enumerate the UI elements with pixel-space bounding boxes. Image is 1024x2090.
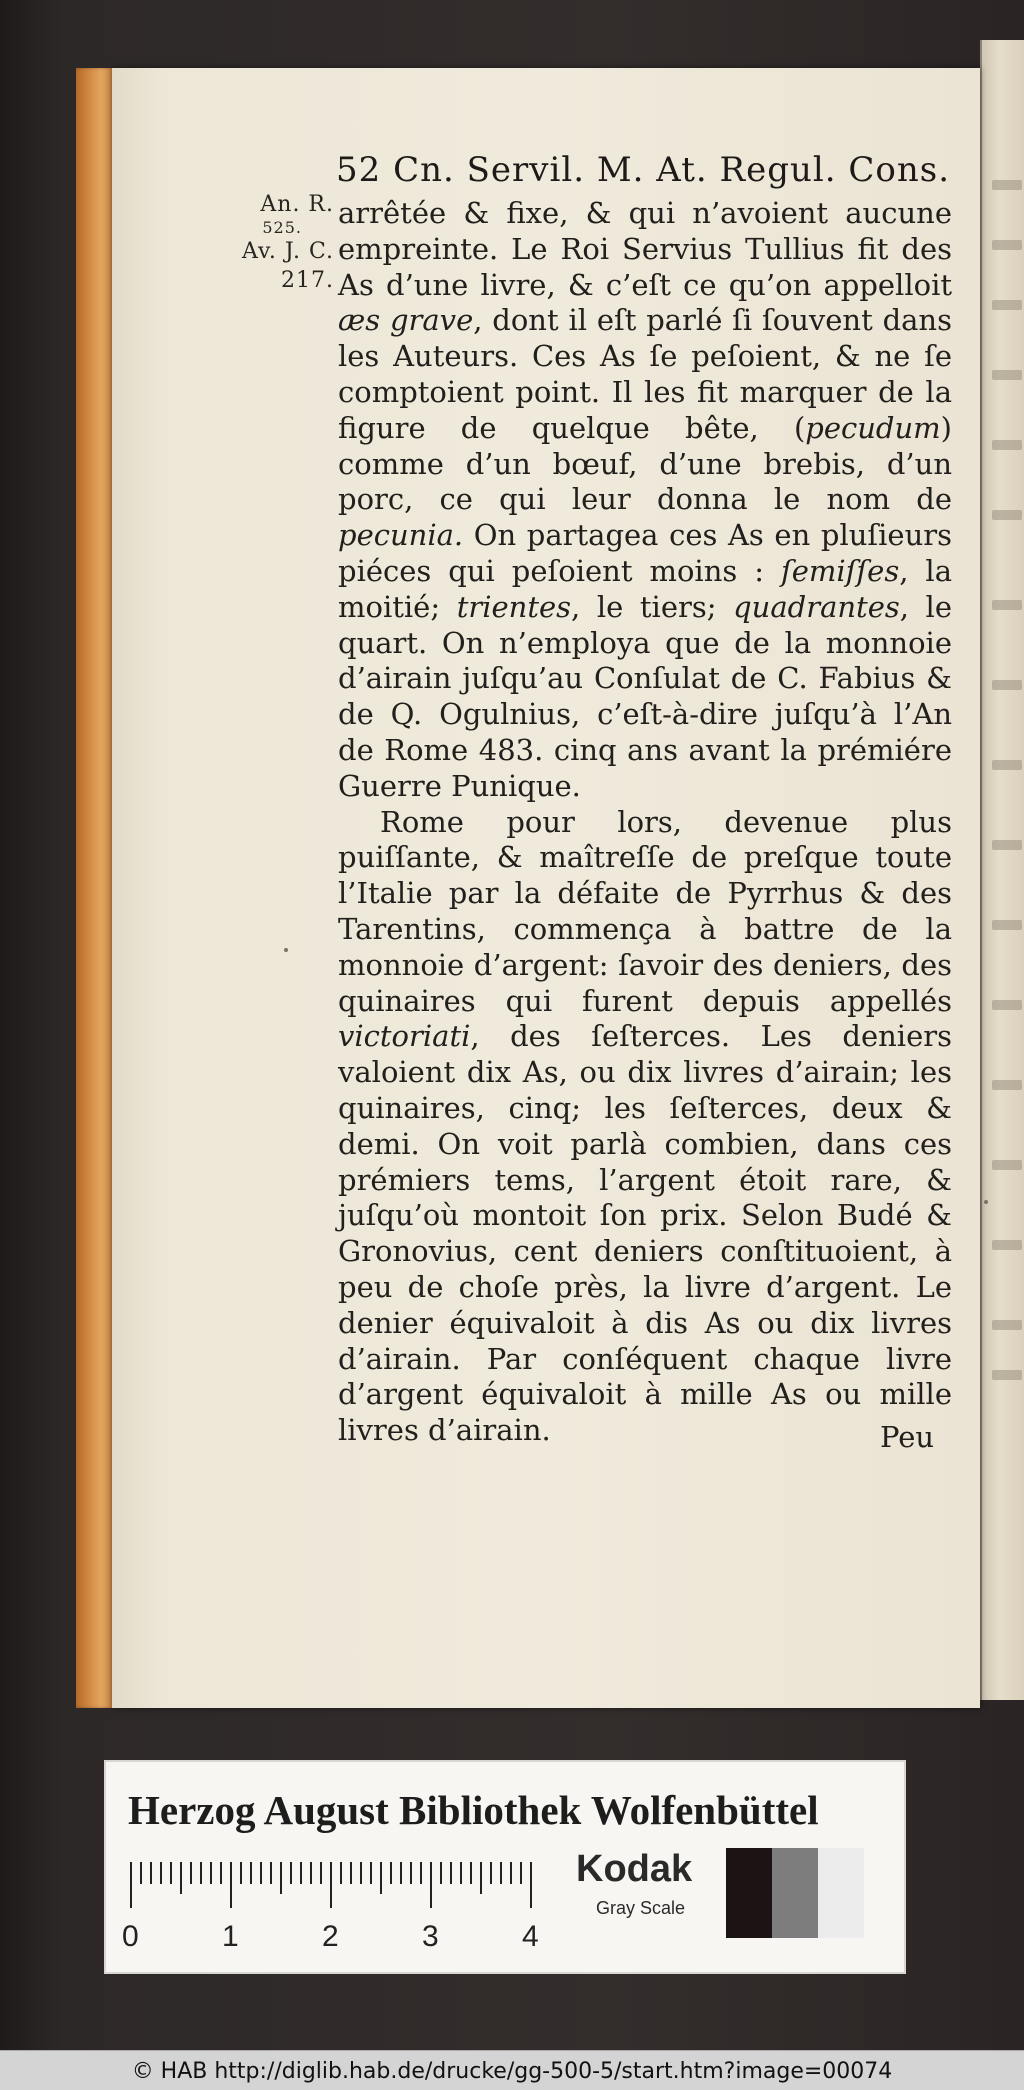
paragraph	[338, 805, 952, 1449]
text-run: , le quart. On n’employa que de la monnoie d’airain juſqu’au Conſulat de C. Fabius & de Q. Ogulnius, c’eſt-à-dire juſqu’à l’An de Rome 483. cinq ans avant la prémiére Guerre Punique.	[338, 589, 952, 803]
library-title: Herzog August Bibliothek Wolfenbüttel	[128, 1787, 819, 1833]
footer-credit: © HAB http://diglib.hab.de/drucke/gg-500-5/start.htm?image=00074	[131, 2059, 893, 2084]
text-run: , des ſeſterces. Les deniers valoient dix As, ou dix livres d’airain; les quinaires, cinq; les ſeſterces, deux & demi. On voit parlà combien, dans ces prémiers tems, l’argent étoit rare, & juſqu’où montoit ſon prix. Selon Budé & Gronovius, cent deniers conſtituoient, à peu de choſe près, la livre d’argent. Le denier équivaloit à dis As ou dix livres d’airain. Par conſéquent chaque livre d’argent équivaloit à mille As ou mille livres d’airain.	[338, 1019, 952, 1448]
text-run: Rome pour lors, devenue plus puiſſante, & maîtreſſe de preſque toute l’Italie par la défaite de Pyrrhus & des Tarentins, commença à battre de la monnoie d’argent: ſavoir des deniers, des quinaires qui furent depuis appellés	[338, 804, 952, 1018]
catchword: Peu	[880, 1420, 935, 1454]
italic-term: victoriati	[338, 1019, 471, 1054]
margin-note-line: 217.	[281, 268, 334, 293]
paper-speck	[284, 948, 288, 952]
text-run: arrêtée & fixe, & qui n’avoient aucune empreinte. Le Roi Servius Tullius fit des As d’une livre, & c’eſt ce qu’on appelloit	[338, 196, 952, 302]
margin-note-line: Av. J. C.	[242, 239, 334, 264]
paper-speck	[984, 1200, 988, 1204]
ruler	[130, 1862, 650, 1908]
ruler-label: 0	[122, 1920, 139, 1953]
gray-swatch-dark	[726, 1848, 772, 1938]
facing-page-edge	[980, 40, 1024, 1700]
gray-swatch-mid	[772, 1848, 818, 1938]
ruler-label: 2	[322, 1920, 339, 1953]
ruler-label: 1	[222, 1920, 239, 1953]
text-run: , dont il eſt parlé ſi ſouvent dans les Auteurs. Ces As ſe peſoient, & ne ſe comptoient point. Il les fit marquer de la figure de quelque bête, (	[338, 303, 952, 445]
margin-note	[224, 190, 334, 295]
ruler-label: 3	[422, 1920, 439, 1953]
text-run: , la moitié;	[338, 553, 952, 624]
body-text	[338, 196, 952, 1449]
color-calibration-card	[104, 1760, 906, 1974]
italic-term: trientes	[456, 589, 572, 624]
ruler-label: 4	[522, 1920, 539, 1953]
text-run: , le tiers;	[571, 589, 734, 624]
margin-note-line: An. R.	[260, 192, 334, 217]
footer-bar	[0, 2050, 1024, 2090]
text-run: ) comme d’un bœuf, d’une brebis, d’un porc, ce qui leur donna le nom de	[338, 410, 952, 517]
paragraph	[338, 196, 952, 805]
kodak-logo: Kodak	[576, 1848, 693, 1890]
gray-swatch-light	[818, 1848, 864, 1938]
running-head: 52 Cn. Servil. M. At. Regul. Cons.	[336, 150, 951, 190]
margin-note-line: 525.	[262, 218, 302, 237]
text-run: On partagea ces As en pluſieurs piéces qui peſoient moins :	[338, 518, 952, 588]
italic-term: ſemiſſes	[781, 553, 900, 588]
italic-term: æs grave	[338, 303, 474, 338]
gray-scale-label: Gray Scale	[596, 1898, 686, 1918]
italic-term: pecunia.	[338, 518, 464, 553]
italic-term: quadrantes	[733, 589, 900, 624]
italic-term: pecudum	[805, 410, 941, 445]
